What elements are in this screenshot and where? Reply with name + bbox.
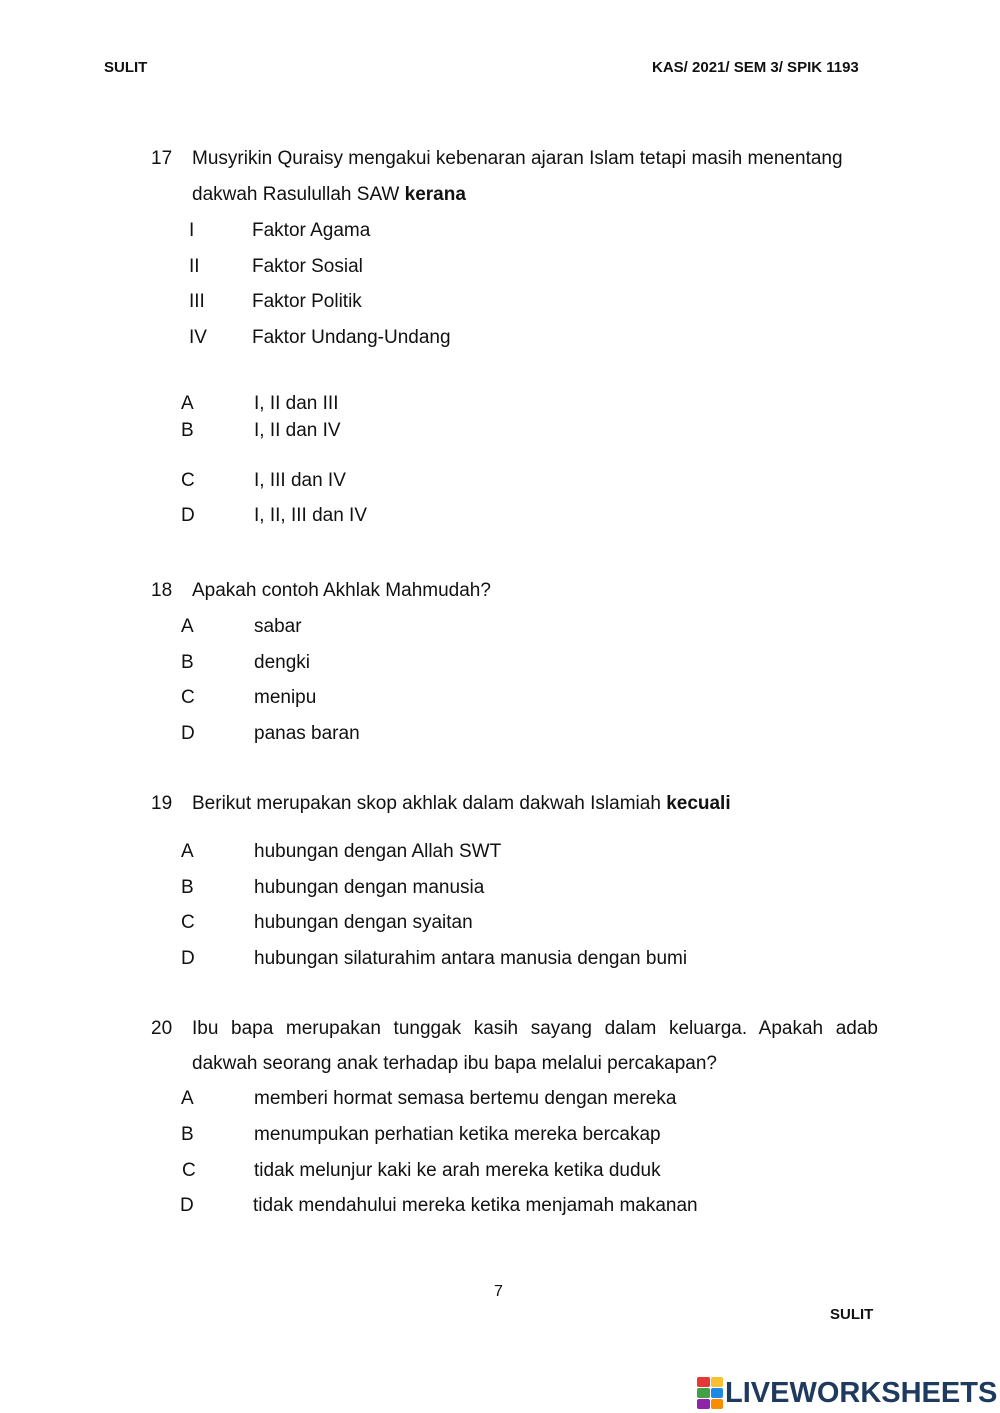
option-letter-b[interactable]: B (181, 877, 194, 898)
option-letter-a[interactable]: A (181, 1088, 194, 1109)
option-letter-c[interactable]: C (182, 1160, 196, 1181)
liveworksheets-watermark[interactable] (697, 1375, 997, 1411)
option-text-a[interactable]: I, II dan III (254, 393, 339, 414)
question-number: 17 (151, 148, 173, 169)
option-text-b[interactable]: dengki (254, 652, 310, 673)
header-right: KAS/ 2021/ SEM 3/ SPIK 1193 (652, 59, 859, 76)
option-letter-d[interactable]: D (181, 505, 195, 526)
option-text-b[interactable]: hubungan dengan manusia (254, 877, 485, 898)
logo-block (697, 1388, 710, 1398)
question-emphasis: kecuali (666, 793, 731, 814)
statement-roman: IV (189, 327, 207, 348)
option-letter-d[interactable]: D (181, 723, 195, 744)
question-text-line1 (192, 793, 731, 815)
question-number: 19 (151, 793, 173, 814)
page-number: 7 (494, 1283, 503, 1300)
question-text: Berikut merupakan skop akhlak dalam dakwah Islamiah (192, 793, 667, 814)
question-text: dakwah Rasulullah SAW (192, 184, 405, 205)
liveworksheets-logo-icon (697, 1377, 723, 1409)
option-text-a[interactable]: hubungan dengan Allah SWT (254, 841, 502, 862)
option-letter-c[interactable]: C (181, 470, 195, 491)
option-text-d[interactable]: tidak mendahului mereka ketika menjamah makanan (253, 1195, 698, 1216)
question-emphasis: kerana (404, 184, 466, 205)
option-text-c[interactable]: hubungan dengan syaitan (254, 912, 473, 933)
option-letter-a[interactable]: A (181, 616, 194, 637)
statement-text: Faktor Agama (252, 220, 371, 241)
logo-block (711, 1377, 724, 1387)
logo-block (697, 1377, 710, 1387)
question-text-line2 (192, 184, 466, 206)
logo-block (711, 1388, 724, 1398)
watermark-text: LIVEWORKSHEETS (725, 1376, 998, 1409)
question-number: 18 (151, 580, 173, 601)
option-text-b[interactable]: I, II dan IV (254, 420, 341, 441)
question-number: 20 (151, 1018, 173, 1039)
option-text-c[interactable]: menipu (254, 687, 317, 708)
option-text-d[interactable]: I, II, III dan IV (254, 505, 367, 526)
statement-text: Faktor Undang-Undang (252, 327, 451, 348)
statement-text: Faktor Politik (252, 291, 362, 312)
option-letter-d[interactable]: D (180, 1195, 194, 1216)
header-left: SULIT (104, 59, 148, 76)
option-text-a[interactable]: sabar (254, 616, 302, 637)
statement-roman: III (189, 291, 205, 312)
option-letter-b[interactable]: B (181, 652, 194, 673)
option-letter-c[interactable]: C (181, 912, 195, 933)
option-letter-b[interactable]: B (181, 1124, 194, 1145)
option-text-c[interactable]: tidak melunjur kaki ke arah mereka ketika duduk (254, 1160, 661, 1181)
option-text-a[interactable]: memberi hormat semasa bertemu dengan mereka (254, 1088, 677, 1109)
statement-roman: II (189, 256, 200, 277)
option-letter-d[interactable]: D (181, 948, 195, 969)
option-text-d[interactable]: panas baran (254, 723, 360, 744)
question-text-line1: Musyrikin Quraisy mengakui kebenaran ajaran Islam tetapi masih menentang (192, 148, 843, 169)
question-text-line1: Apakah contoh Akhlak Mahmudah? (192, 580, 491, 601)
logo-block (711, 1399, 724, 1409)
option-letter-a[interactable]: A (181, 393, 194, 414)
option-letter-b[interactable]: B (181, 420, 194, 441)
option-text-d[interactable]: hubungan silaturahim antara manusia dengan bumi (254, 948, 688, 969)
option-letter-c[interactable]: C (181, 687, 195, 708)
logo-block (697, 1399, 710, 1409)
question-text-line2: dakwah seorang anak terhadap ibu bapa melalui percakapan? (192, 1053, 717, 1074)
question-text-line1: Ibu bapa merupakan tunggak kasih sayang dalam keluarga. Apakah adab (192, 1018, 878, 1039)
statement-text: Faktor Sosial (252, 256, 363, 277)
footer-right: SULIT (830, 1306, 874, 1323)
option-text-b[interactable]: menumpukan perhatian ketika mereka bercakap (254, 1124, 661, 1145)
option-text-c[interactable]: I, III dan IV (254, 470, 346, 491)
option-letter-a[interactable]: A (181, 841, 194, 862)
statement-roman: I (189, 220, 195, 241)
